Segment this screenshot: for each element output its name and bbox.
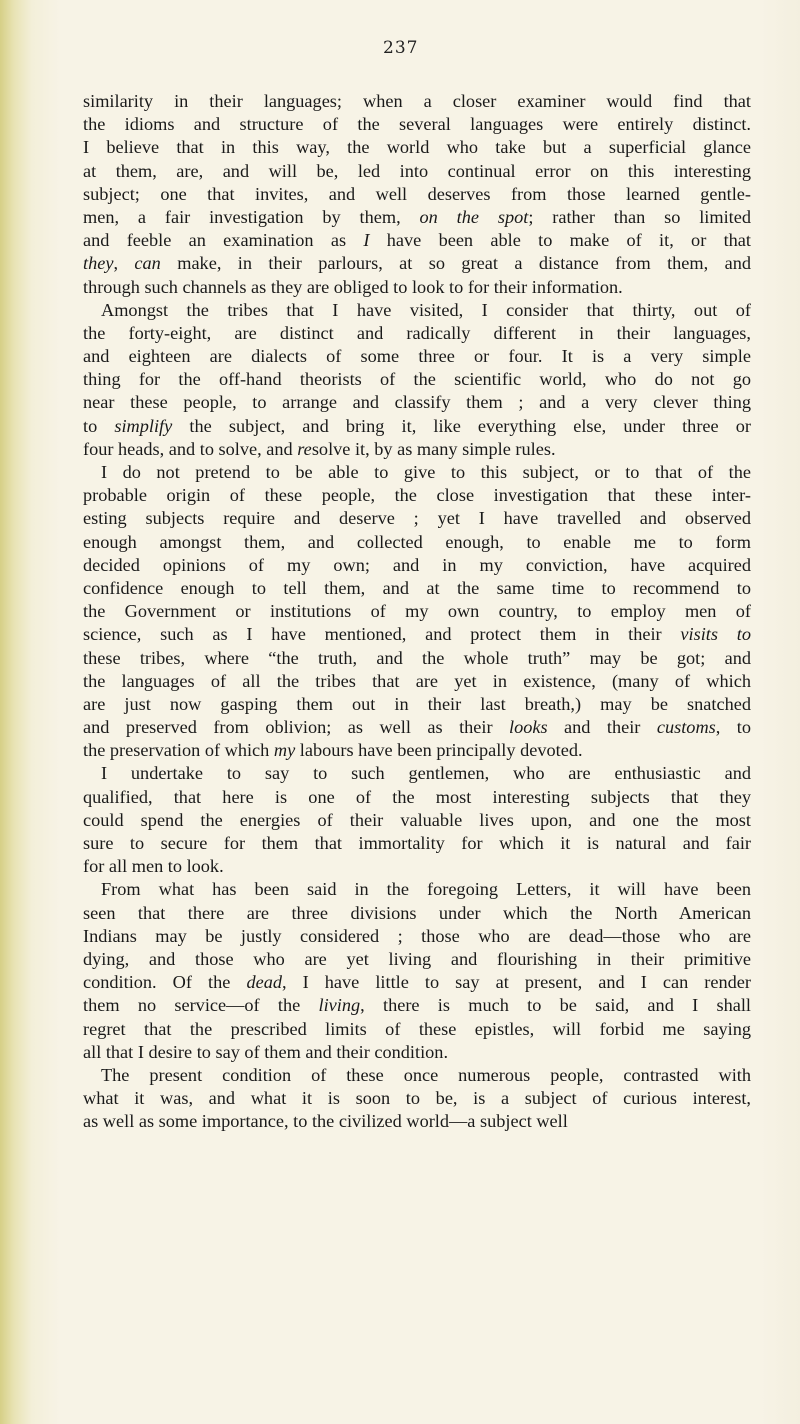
text-line bbox=[83, 183, 751, 206]
text-line bbox=[83, 971, 751, 994]
text-line bbox=[83, 160, 751, 183]
italic-text: my bbox=[273, 740, 296, 761]
text-segment: labours have been principally devoted. bbox=[295, 740, 583, 761]
text-segment: esting subjects require and deserve ; yet I have travelled and observed bbox=[83, 508, 751, 529]
text-segment: them no service—of the bbox=[83, 995, 319, 1016]
text-segment: could spend the energies of their valuable lives upon, and one the most bbox=[83, 809, 751, 830]
text-segment: and preserved from oblivion; as well as their bbox=[83, 717, 510, 738]
italic-text: dead bbox=[246, 972, 282, 993]
text-line bbox=[83, 554, 751, 577]
italic-text: customs bbox=[656, 717, 716, 738]
text-line bbox=[83, 276, 751, 299]
text-line bbox=[83, 484, 751, 507]
text-segment: ; rather than so limited bbox=[528, 206, 751, 227]
text-line bbox=[83, 1087, 751, 1110]
text-segment: sure to secure for them that immortality for which it is natural and fair bbox=[83, 833, 751, 853]
text-line bbox=[83, 1018, 751, 1041]
text-line bbox=[83, 507, 751, 530]
text-line bbox=[83, 948, 751, 971]
text-segment: decided opinions of my own; and in my conviction, have acquired bbox=[83, 554, 751, 575]
text-line bbox=[83, 438, 751, 461]
italic-text: can bbox=[134, 253, 161, 274]
text-segment: all that I desire to say of them and their condition. bbox=[83, 1041, 449, 1062]
text-line bbox=[83, 252, 751, 275]
text-segment: for all men to look. bbox=[83, 856, 224, 877]
text-segment: and eighteen are dialects of some three or four. It is a very simple bbox=[83, 346, 751, 367]
text-line bbox=[83, 1064, 751, 1087]
text-line bbox=[83, 1041, 751, 1064]
text-line bbox=[83, 415, 751, 438]
text-line bbox=[83, 623, 751, 646]
text-segment: the forty-eight, are distinct and radically different in their languages, bbox=[83, 322, 751, 343]
text-line bbox=[83, 902, 751, 925]
text-segment: four heads, and to solve, and bbox=[83, 438, 298, 459]
text-line bbox=[83, 136, 751, 159]
text-line bbox=[83, 368, 751, 391]
text-segment: are just now gasping them out in their last breath,) may be snatched bbox=[83, 693, 751, 714]
text-line bbox=[83, 229, 751, 252]
italic-text: re bbox=[297, 438, 312, 459]
page-number: 237 bbox=[383, 38, 419, 58]
text-segment: The present condition of these once numerous people, contrasted with bbox=[101, 1064, 751, 1085]
text-line bbox=[83, 531, 751, 554]
text-line bbox=[83, 647, 751, 670]
text-segment: and feeble an examination as bbox=[83, 230, 364, 251]
text-line bbox=[83, 832, 751, 855]
text-segment: condition. Of the bbox=[83, 972, 247, 993]
text-line bbox=[83, 786, 751, 809]
text-line bbox=[83, 206, 751, 229]
italic-text: living bbox=[318, 995, 361, 1016]
text-line bbox=[83, 739, 751, 762]
text-segment: near these people, to arrange and classify them ; and a very clever thing bbox=[83, 392, 751, 413]
text-segment: the Government or institutions of my own country, to employ men of bbox=[83, 601, 751, 622]
text-segment: to bbox=[83, 415, 115, 436]
italic-text: on the spot bbox=[419, 206, 529, 227]
text-segment: as well as some importance, to the civilized world—a subject well bbox=[83, 1111, 568, 1132]
text-segment: dying, and those who are yet living and flourishing in their primitive bbox=[83, 948, 751, 969]
italic-text: visits to bbox=[680, 624, 751, 645]
text-line bbox=[83, 90, 751, 113]
text-segment: similarity in their languages; when a closer examiner would find that bbox=[83, 91, 751, 111]
text-line bbox=[83, 345, 751, 368]
text-line bbox=[83, 113, 751, 136]
text-line bbox=[83, 994, 751, 1017]
text-segment: and their bbox=[547, 717, 657, 738]
text-segment: solve it, by as many simple rules. bbox=[311, 438, 556, 459]
text-line bbox=[83, 762, 751, 785]
text-segment: make, in their parlours, at so great a distance from them, and bbox=[160, 253, 751, 274]
text-segment: , bbox=[113, 253, 135, 274]
text-segment: science, such as I have mentioned, and protect them in their bbox=[83, 624, 681, 645]
text-segment: probable origin of these people, the close investigation that these inter- bbox=[83, 485, 751, 506]
text-segment: I undertake to say to such gentlemen, who are enthusiastic and bbox=[101, 763, 751, 784]
text-line bbox=[83, 391, 751, 414]
text-segment: subject; one that invites, and well deserves from those learned gentle- bbox=[83, 183, 751, 204]
text-line bbox=[83, 855, 751, 878]
text-segment: these tribes, where “the truth, and the whole truth” may be got; and bbox=[83, 647, 751, 668]
text-segment: qualified, that here is one of the most interesting subjects that they bbox=[83, 786, 751, 807]
text-segment: , to bbox=[715, 717, 751, 738]
text-segment: through such channels as they are obliged to look to for their information. bbox=[83, 276, 623, 297]
text-segment: Amongst the tribes that I have visited, I consider that thirty, out of bbox=[101, 299, 751, 320]
text-segment: enough amongst them, and collected enough, to enable me to form bbox=[83, 531, 751, 552]
text-line bbox=[83, 299, 751, 322]
text-segment: the preservation of which bbox=[83, 740, 274, 761]
text-segment: I do not pretend to be able to give to this subject, or to that of the bbox=[101, 462, 751, 482]
text-segment: From what has been said in the foregoing Letters, it will have been bbox=[101, 879, 751, 900]
text-segment: confidence enough to tell them, and at the same time to recommend to bbox=[83, 577, 751, 598]
text-segment: at them, are, and will be, led into continual error on this interesting bbox=[83, 160, 751, 181]
text-line bbox=[83, 322, 751, 345]
text-line bbox=[83, 1110, 751, 1133]
text-segment: , I have little to say at present, and I can render bbox=[281, 972, 751, 993]
text-segment: have been able to make of it, or that bbox=[369, 230, 751, 251]
text-segment: the languages of all the tribes that are yet in existence, (many of which bbox=[83, 670, 751, 691]
text-line bbox=[83, 693, 751, 716]
text-line bbox=[83, 600, 751, 623]
text-line bbox=[83, 716, 751, 739]
italic-text: they bbox=[83, 253, 114, 274]
italic-text: I bbox=[363, 230, 370, 251]
text-line bbox=[83, 577, 751, 600]
italic-text: looks bbox=[509, 717, 548, 738]
text-line bbox=[83, 925, 751, 948]
text-line bbox=[83, 461, 751, 484]
text-segment: Indians may be justly considered ; those who are dead—those who are bbox=[83, 925, 751, 946]
text-line bbox=[83, 670, 751, 693]
text-segment: what it was, and what it is soon to be, is a subject of curious interest, bbox=[83, 1088, 751, 1109]
body-text bbox=[83, 90, 751, 1133]
text-segment: the subject, and bring it, like everything else, under three or bbox=[172, 415, 751, 436]
text-segment: men, a fair investigation by them, bbox=[83, 206, 420, 227]
text-segment: the idioms and structure of the several languages were entirely distinct. bbox=[83, 114, 751, 135]
text-segment: thing for the off-hand theorists of the scientific world, who do not go bbox=[83, 369, 751, 390]
text-line bbox=[83, 878, 751, 901]
text-segment: seen that there are three divisions under which the North American bbox=[83, 902, 751, 923]
text-segment: regret that the prescribed limits of these epistles, will forbid me saying bbox=[83, 1018, 751, 1039]
text-line bbox=[83, 809, 751, 832]
text-segment: , there is much to be said, and I shall bbox=[360, 995, 751, 1016]
text-segment: I believe that in this way, the world who take but a superficial glance bbox=[83, 137, 751, 158]
italic-text: simplify bbox=[114, 415, 173, 436]
